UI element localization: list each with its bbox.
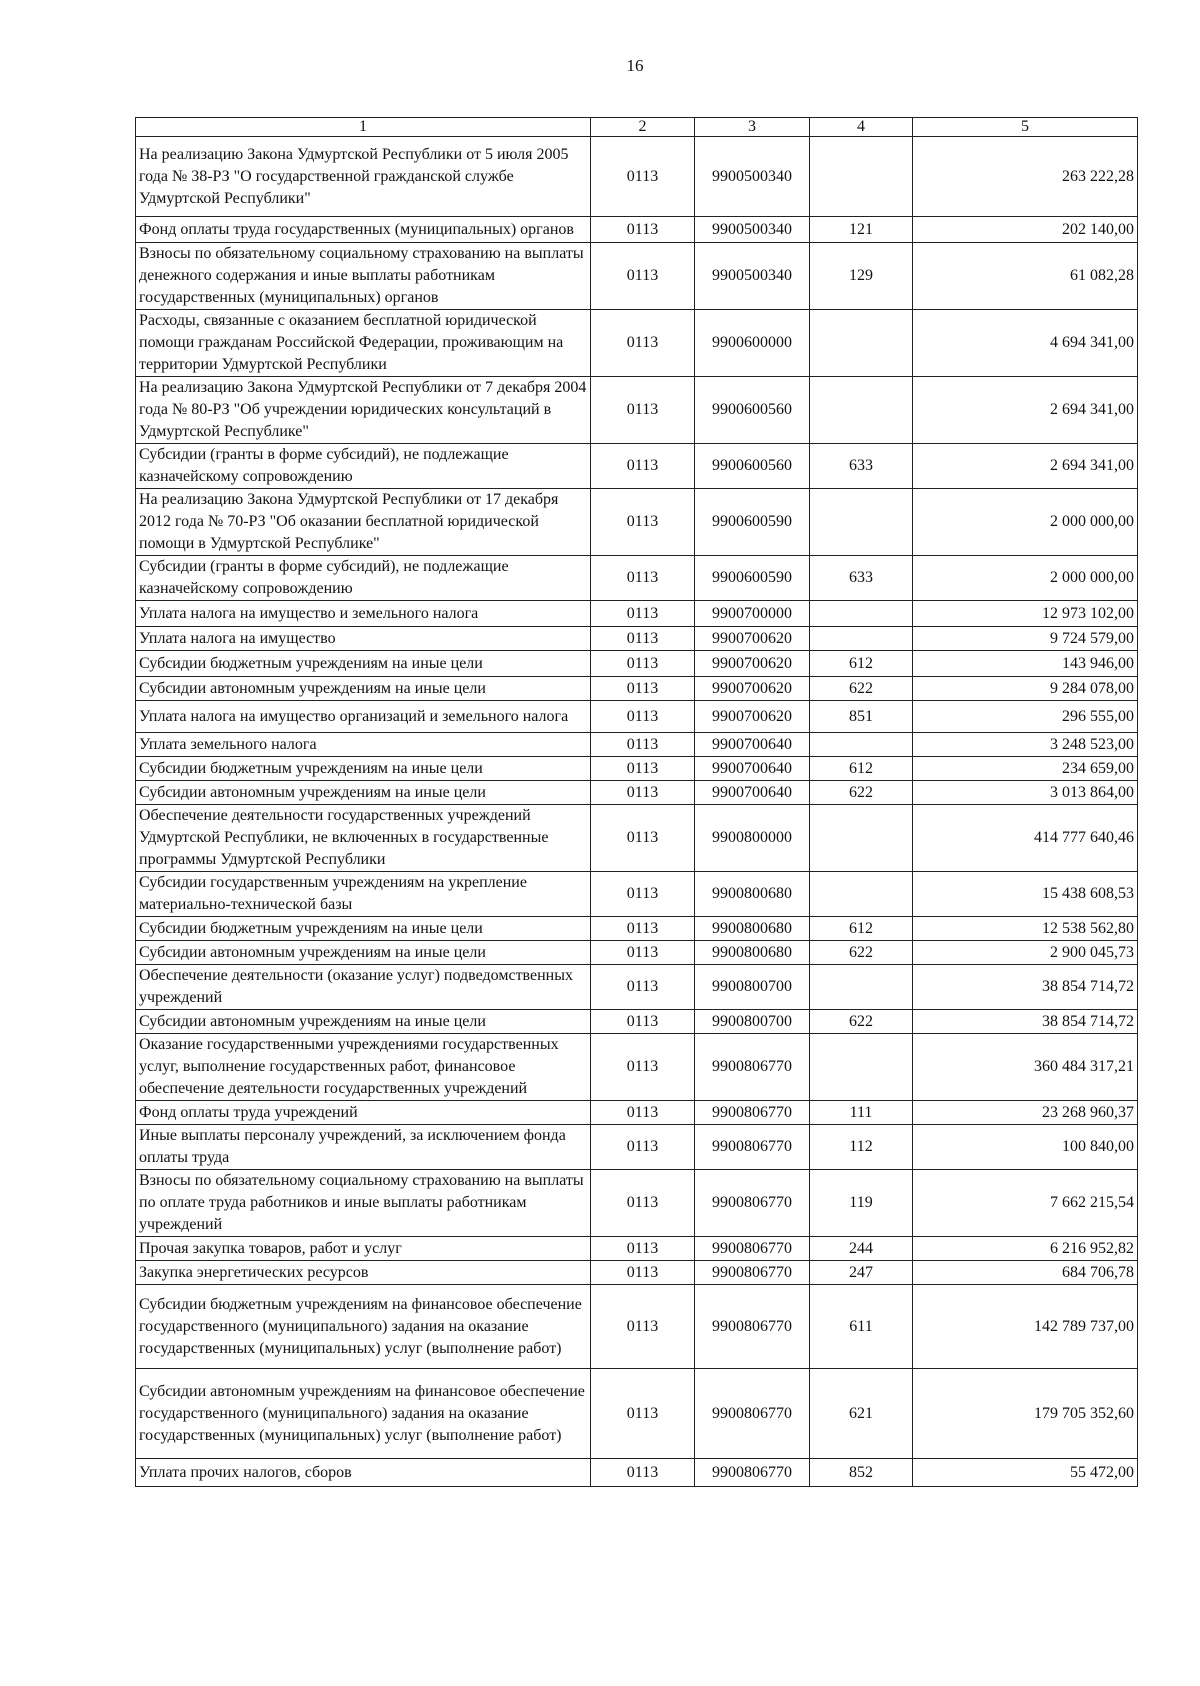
table-row bbox=[136, 1034, 1138, 1101]
row-amount: 202 140,00 bbox=[913, 217, 1138, 243]
table-row bbox=[136, 310, 1138, 377]
row-name: Субсидии автономным учреждениям на иные цели bbox=[136, 1010, 591, 1034]
row-expense-type bbox=[810, 310, 913, 377]
row-expense-type: 622 bbox=[810, 677, 913, 701]
row-section-code: 0113 bbox=[591, 377, 695, 444]
row-article-code: 9900800680 bbox=[695, 941, 810, 965]
row-amount: 2 000 000,00 bbox=[913, 556, 1138, 601]
row-amount: 4 694 341,00 bbox=[913, 310, 1138, 377]
row-section-code: 0113 bbox=[591, 601, 695, 627]
row-article-code: 9900700640 bbox=[695, 733, 810, 757]
row-amount: 2 694 341,00 bbox=[913, 444, 1138, 489]
row-name: Прочая закупка товаров, работ и услуг bbox=[136, 1237, 591, 1261]
row-amount: 15 438 608,53 bbox=[913, 872, 1138, 917]
table-row bbox=[136, 601, 1138, 627]
table-row bbox=[136, 1010, 1138, 1034]
row-expense-type: 244 bbox=[810, 1237, 913, 1261]
row-name: На реализацию Закона Удмуртской Республики от 17 декабря 2012 года № 70-РЗ "Об оказании бесплатной юридической помощи в Удмуртской Республике" bbox=[136, 489, 591, 556]
table-row bbox=[136, 701, 1138, 733]
table-row bbox=[136, 1459, 1138, 1487]
row-name: Субсидии автономным учреждениям на иные цели bbox=[136, 677, 591, 701]
row-expense-type: 612 bbox=[810, 651, 913, 677]
row-name: Субсидии бюджетным учреждениям на иные цели bbox=[136, 651, 591, 677]
row-section-code: 0113 bbox=[591, 243, 695, 310]
row-expense-type: 612 bbox=[810, 757, 913, 781]
row-section-code: 0113 bbox=[591, 917, 695, 941]
row-amount: 3 013 864,00 bbox=[913, 781, 1138, 805]
row-article-code: 9900600560 bbox=[695, 444, 810, 489]
row-expense-type bbox=[810, 601, 913, 627]
table-row bbox=[136, 1285, 1138, 1369]
row-article-code: 9900500340 bbox=[695, 137, 810, 217]
row-expense-type: 129 bbox=[810, 243, 913, 310]
row-amount: 9 284 078,00 bbox=[913, 677, 1138, 701]
row-expense-type bbox=[810, 489, 913, 556]
row-name: Субсидии бюджетным учреждениям на иные цели bbox=[136, 757, 591, 781]
table-row bbox=[136, 757, 1138, 781]
row-amount: 12 973 102,00 bbox=[913, 601, 1138, 627]
row-amount: 6 216 952,82 bbox=[913, 1237, 1138, 1261]
row-name: Субсидии (гранты в форме субсидий), не подлежащие казначейскому сопровождению bbox=[136, 444, 591, 489]
table-row bbox=[136, 651, 1138, 677]
row-section-code: 0113 bbox=[591, 310, 695, 377]
row-article-code: 9900806770 bbox=[695, 1125, 810, 1170]
table-row bbox=[136, 965, 1138, 1010]
row-section-code: 0113 bbox=[591, 757, 695, 781]
row-expense-type: 119 bbox=[810, 1170, 913, 1237]
row-amount: 2 694 341,00 bbox=[913, 377, 1138, 444]
row-expense-type: 633 bbox=[810, 556, 913, 601]
row-expense-type: 622 bbox=[810, 1010, 913, 1034]
row-name: Субсидии бюджетным учреждениям на иные цели bbox=[136, 917, 591, 941]
row-expense-type: 633 bbox=[810, 444, 913, 489]
row-article-code: 9900500340 bbox=[695, 243, 810, 310]
row-article-code: 9900600590 bbox=[695, 556, 810, 601]
row-section-code: 0113 bbox=[591, 965, 695, 1010]
row-name: Субсидии государственным учреждениям на укрепление материально-технической базы bbox=[136, 872, 591, 917]
table-row bbox=[136, 1125, 1138, 1170]
header-col-1: 1 bbox=[136, 118, 591, 137]
row-amount: 23 268 960,37 bbox=[913, 1101, 1138, 1125]
row-section-code: 0113 bbox=[591, 1125, 695, 1170]
row-expense-type bbox=[810, 137, 913, 217]
row-expense-type: 111 bbox=[810, 1101, 913, 1125]
row-section-code: 0113 bbox=[591, 1459, 695, 1487]
row-amount: 100 840,00 bbox=[913, 1125, 1138, 1170]
row-section-code: 0113 bbox=[591, 733, 695, 757]
table-row bbox=[136, 1170, 1138, 1237]
row-article-code: 9900800680 bbox=[695, 872, 810, 917]
row-amount: 9 724 579,00 bbox=[913, 627, 1138, 651]
row-expense-type bbox=[810, 805, 913, 872]
row-name: Субсидии бюджетным учреждениям на финансовое обеспечение государственного (муниципального) задания на оказание государственных (муниципальных) услуг (выполнение работ) bbox=[136, 1285, 591, 1369]
row-article-code: 9900700620 bbox=[695, 701, 810, 733]
row-name: На реализацию Закона Удмуртской Республики от 5 июля 2005 года № 38-РЗ "О государственной гражданской службе Удмуртской Республики" bbox=[136, 137, 591, 217]
row-expense-type: 622 bbox=[810, 781, 913, 805]
table-row bbox=[136, 489, 1138, 556]
row-amount: 263 222,28 bbox=[913, 137, 1138, 217]
table-row bbox=[136, 1101, 1138, 1125]
row-expense-type bbox=[810, 627, 913, 651]
row-name: Субсидии (гранты в форме субсидий), не подлежащие казначейскому сопровождению bbox=[136, 556, 591, 601]
row-article-code: 9900806770 bbox=[695, 1261, 810, 1285]
row-name: Уплата земельного налога bbox=[136, 733, 591, 757]
row-amount: 7 662 215,54 bbox=[913, 1170, 1138, 1237]
row-expense-type: 247 bbox=[810, 1261, 913, 1285]
row-name: Субсидии автономным учреждениям на иные цели bbox=[136, 941, 591, 965]
row-article-code: 9900800700 bbox=[695, 965, 810, 1010]
row-section-code: 0113 bbox=[591, 1237, 695, 1261]
row-name: На реализацию Закона Удмуртской Республики от 7 декабря 2004 года № 80-РЗ "Об учреждении юридических консультаций в Удмуртской Республике" bbox=[136, 377, 591, 444]
table-row bbox=[136, 1261, 1138, 1285]
row-name: Уплата налога на имущество организаций и земельного налога bbox=[136, 701, 591, 733]
row-amount: 55 472,00 bbox=[913, 1459, 1138, 1487]
row-article-code: 9900500340 bbox=[695, 217, 810, 243]
row-amount: 2 900 045,73 bbox=[913, 941, 1138, 965]
row-name: Обеспечение деятельности государственных учреждений Удмуртской Республики, не включенных в государственные программы Удмуртской Республики bbox=[136, 805, 591, 872]
table-row bbox=[136, 872, 1138, 917]
row-amount: 142 789 737,00 bbox=[913, 1285, 1138, 1369]
row-article-code: 9900600000 bbox=[695, 310, 810, 377]
row-section-code: 0113 bbox=[591, 556, 695, 601]
row-name: Субсидии автономным учреждениям на финансовое обеспечение государственного (муниципального) задания на оказание государственных (муниципальных) услуг (выполнение работ) bbox=[136, 1369, 591, 1459]
row-section-code: 0113 bbox=[591, 651, 695, 677]
row-article-code: 9900700640 bbox=[695, 757, 810, 781]
row-section-code: 0113 bbox=[591, 1369, 695, 1459]
table-row bbox=[136, 444, 1138, 489]
row-amount: 143 946,00 bbox=[913, 651, 1138, 677]
table-row bbox=[136, 733, 1138, 757]
row-expense-type: 622 bbox=[810, 941, 913, 965]
row-amount: 3 248 523,00 bbox=[913, 733, 1138, 757]
table-row bbox=[136, 941, 1138, 965]
row-amount: 179 705 352,60 bbox=[913, 1369, 1138, 1459]
table-row bbox=[136, 556, 1138, 601]
row-amount: 360 484 317,21 bbox=[913, 1034, 1138, 1101]
table-row bbox=[136, 677, 1138, 701]
row-article-code: 9900800000 bbox=[695, 805, 810, 872]
row-article-code: 9900806770 bbox=[695, 1101, 810, 1125]
row-section-code: 0113 bbox=[591, 444, 695, 489]
table-row bbox=[136, 917, 1138, 941]
row-article-code: 9900600560 bbox=[695, 377, 810, 444]
row-name: Оказание государственными учреждениями государственных услуг, выполнение государственных работ, финансовое обеспечение деятельности государственных учреждений bbox=[136, 1034, 591, 1101]
row-article-code: 9900700620 bbox=[695, 677, 810, 701]
row-section-code: 0113 bbox=[591, 805, 695, 872]
row-article-code: 9900806770 bbox=[695, 1034, 810, 1101]
header-col-2: 2 bbox=[591, 118, 695, 137]
row-name: Обеспечение деятельности (оказание услуг) подведомственных учреждений bbox=[136, 965, 591, 1010]
row-article-code: 9900700620 bbox=[695, 651, 810, 677]
table-row bbox=[136, 1237, 1138, 1261]
row-name: Расходы, связанные с оказанием бесплатной юридической помощи гражданам Российской Федерации, проживающим на территории Удмуртской Республики bbox=[136, 310, 591, 377]
table-row bbox=[136, 377, 1138, 444]
row-section-code: 0113 bbox=[591, 941, 695, 965]
row-article-code: 9900806770 bbox=[695, 1237, 810, 1261]
budget-table bbox=[135, 117, 1138, 1487]
row-article-code: 9900700620 bbox=[695, 627, 810, 651]
row-section-code: 0113 bbox=[591, 1010, 695, 1034]
row-section-code: 0113 bbox=[591, 1101, 695, 1125]
row-expense-type: 621 bbox=[810, 1369, 913, 1459]
table-header-row bbox=[136, 118, 1138, 137]
row-expense-type bbox=[810, 965, 913, 1010]
row-section-code: 0113 bbox=[591, 1034, 695, 1101]
row-amount: 61 082,28 bbox=[913, 243, 1138, 310]
row-expense-type: 612 bbox=[810, 917, 913, 941]
row-section-code: 0113 bbox=[591, 627, 695, 651]
table-row bbox=[136, 217, 1138, 243]
row-section-code: 0113 bbox=[591, 1170, 695, 1237]
row-section-code: 0113 bbox=[591, 677, 695, 701]
row-article-code: 9900700640 bbox=[695, 781, 810, 805]
row-article-code: 9900800680 bbox=[695, 917, 810, 941]
row-section-code: 0113 bbox=[591, 137, 695, 217]
row-name: Закупка энергетических ресурсов bbox=[136, 1261, 591, 1285]
row-name: Иные выплаты персоналу учреждений, за исключением фонда оплаты труда bbox=[136, 1125, 591, 1170]
table-row bbox=[136, 805, 1138, 872]
row-article-code: 9900700000 bbox=[695, 601, 810, 627]
row-amount: 38 854 714,72 bbox=[913, 1010, 1138, 1034]
row-amount: 234 659,00 bbox=[913, 757, 1138, 781]
row-name: Уплата налога на имущество и земельного налога bbox=[136, 601, 591, 627]
row-section-code: 0113 bbox=[591, 217, 695, 243]
row-article-code: 9900806770 bbox=[695, 1459, 810, 1487]
row-amount: 12 538 562,80 bbox=[913, 917, 1138, 941]
row-amount: 684 706,78 bbox=[913, 1261, 1138, 1285]
row-name: Фонд оплаты труда учреждений bbox=[136, 1101, 591, 1125]
header-col-5: 5 bbox=[913, 118, 1138, 137]
row-section-code: 0113 bbox=[591, 872, 695, 917]
row-section-code: 0113 bbox=[591, 701, 695, 733]
row-name: Взносы по обязательному социальному страхованию на выплаты денежного содержания и иные выплаты работникам государственных (муниципальных) органов bbox=[136, 243, 591, 310]
row-section-code: 0113 bbox=[591, 781, 695, 805]
row-expense-type: 611 bbox=[810, 1285, 913, 1369]
row-name: Фонд оплаты труда государственных (муниципальных) органов bbox=[136, 217, 591, 243]
table-row bbox=[136, 781, 1138, 805]
table-row bbox=[136, 137, 1138, 217]
row-article-code: 9900806770 bbox=[695, 1170, 810, 1237]
page-number: 16 bbox=[626, 56, 644, 75]
table-row bbox=[136, 243, 1138, 310]
row-expense-type bbox=[810, 872, 913, 917]
row-name: Уплата налога на имущество bbox=[136, 627, 591, 651]
row-expense-type: 121 bbox=[810, 217, 913, 243]
row-expense-type bbox=[810, 377, 913, 444]
row-amount: 38 854 714,72 bbox=[913, 965, 1138, 1010]
header-col-3: 3 bbox=[695, 118, 810, 137]
table-row bbox=[136, 1369, 1138, 1459]
row-expense-type: 851 bbox=[810, 701, 913, 733]
row-name: Взносы по обязательному социальному страхованию на выплаты по оплате труда работников и иные выплаты работникам учреждений bbox=[136, 1170, 591, 1237]
row-section-code: 0113 bbox=[591, 1261, 695, 1285]
row-amount: 2 000 000,00 bbox=[913, 489, 1138, 556]
row-article-code: 9900806770 bbox=[695, 1285, 810, 1369]
row-amount: 414 777 640,46 bbox=[913, 805, 1138, 872]
row-expense-type bbox=[810, 1034, 913, 1101]
row-article-code: 9900600590 bbox=[695, 489, 810, 556]
row-name: Субсидии автономным учреждениям на иные цели bbox=[136, 781, 591, 805]
row-amount: 296 555,00 bbox=[913, 701, 1138, 733]
row-section-code: 0113 bbox=[591, 1285, 695, 1369]
row-expense-type bbox=[810, 733, 913, 757]
row-article-code: 9900800700 bbox=[695, 1010, 810, 1034]
header-col-4: 4 bbox=[810, 118, 913, 137]
row-expense-type: 112 bbox=[810, 1125, 913, 1170]
row-name: Уплата прочих налогов, сборов bbox=[136, 1459, 591, 1487]
row-expense-type: 852 bbox=[810, 1459, 913, 1487]
table-row bbox=[136, 627, 1138, 651]
row-section-code: 0113 bbox=[591, 489, 695, 556]
row-article-code: 9900806770 bbox=[695, 1369, 810, 1459]
